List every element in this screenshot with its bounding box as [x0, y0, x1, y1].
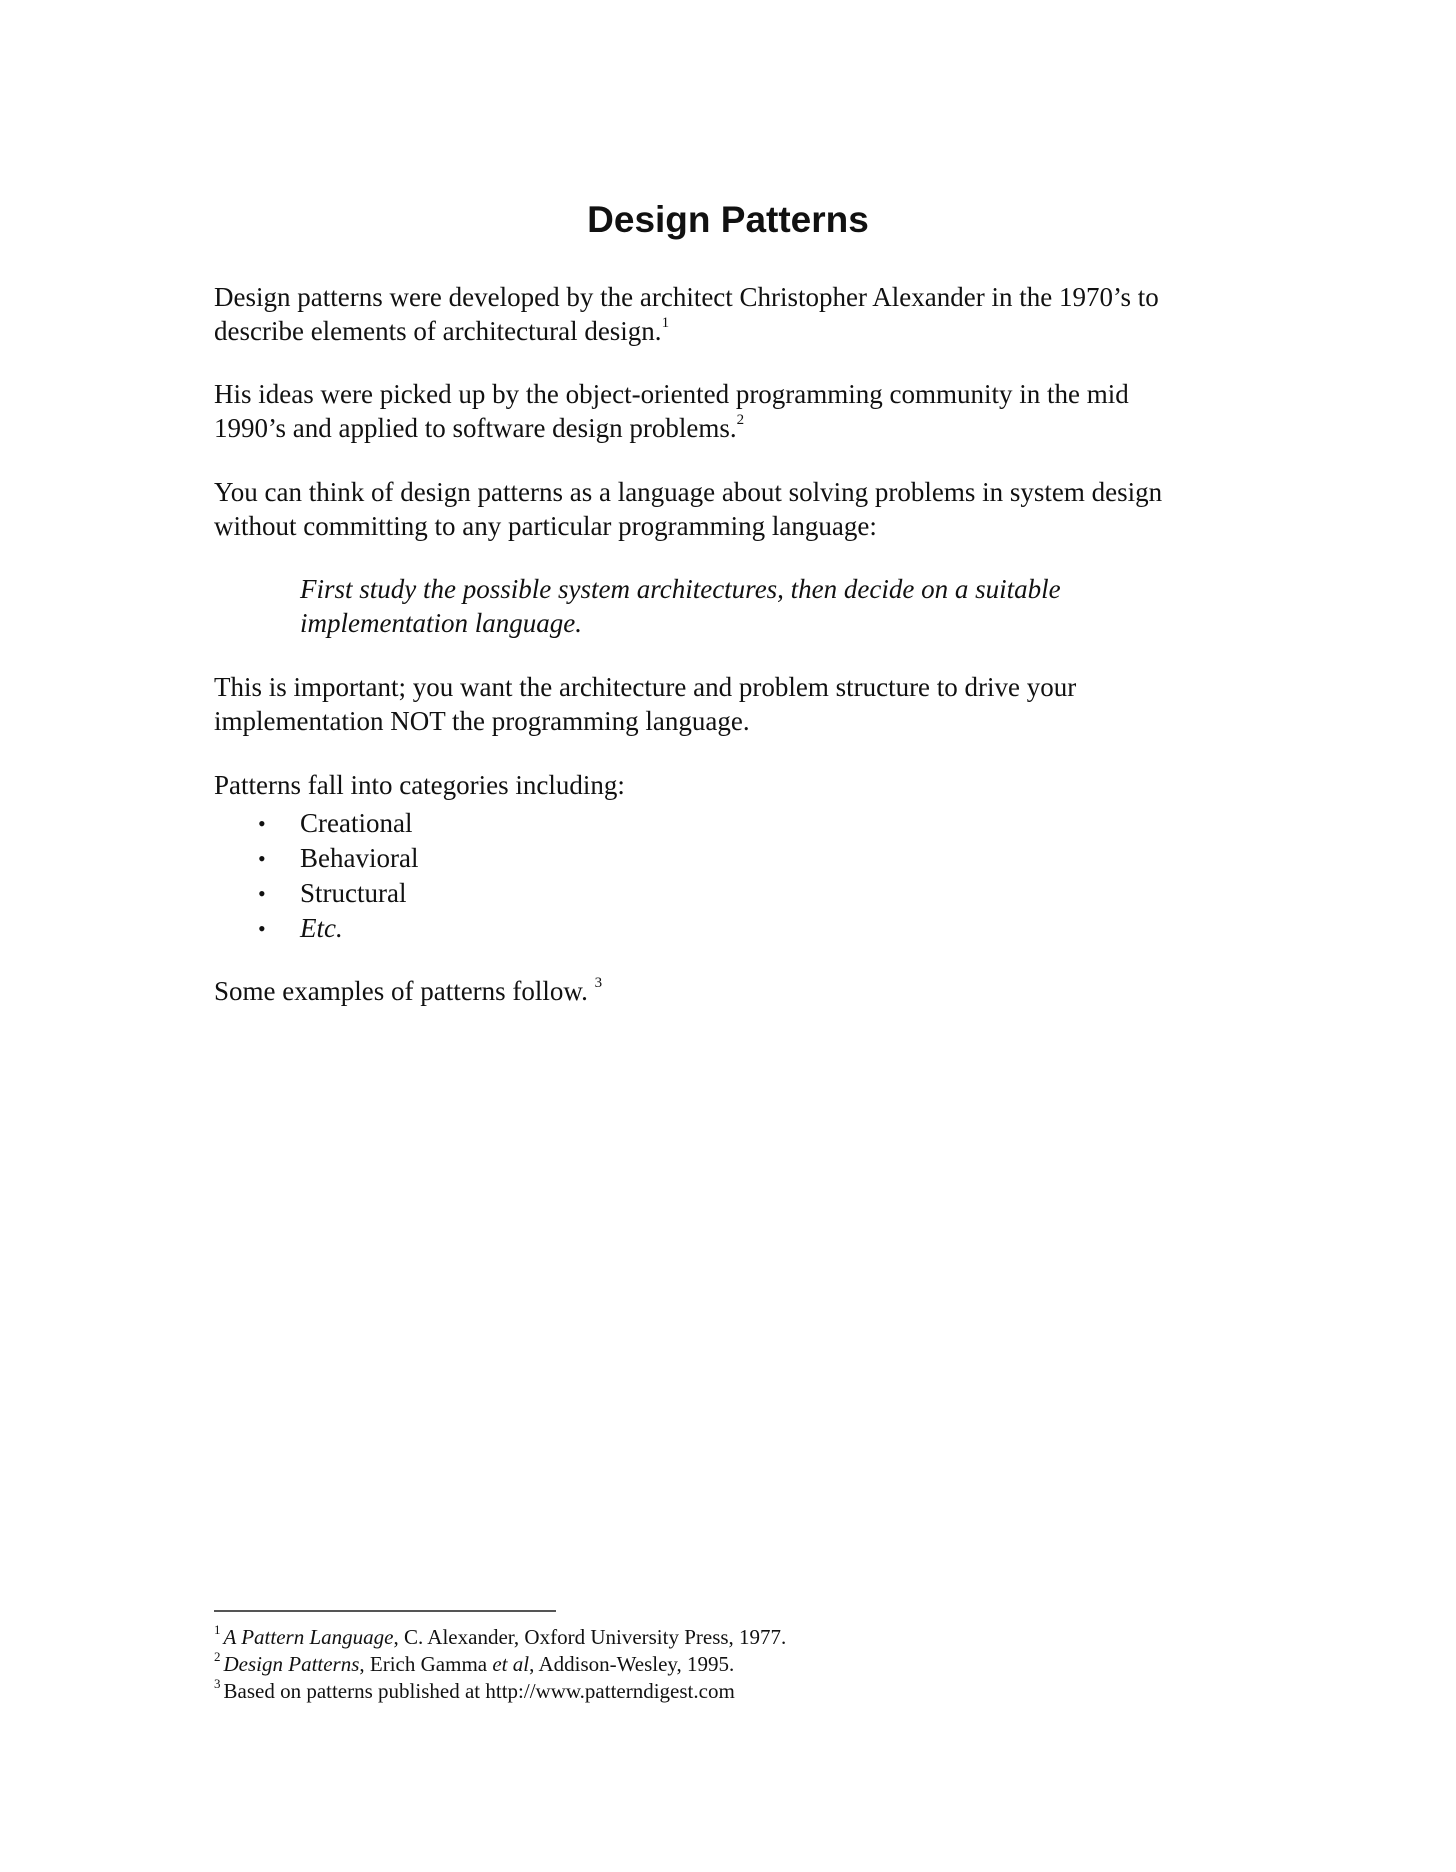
bullet-icon: • — [258, 881, 266, 906]
list-item — [254, 876, 418, 911]
footnote-et-al: et al — [492, 1652, 530, 1676]
list-intro: Patterns fall into categories including: — [214, 770, 625, 800]
page-title: Design Patterns — [587, 199, 869, 240]
list-item-label: Creational — [300, 808, 413, 838]
footnote-number: 1 — [214, 1622, 221, 1637]
footnote-ref: 2 — [736, 412, 745, 428]
footnote-text: , Erich Gamma — [359, 1652, 493, 1676]
bullet-icon: • — [258, 846, 266, 871]
footnote-text: , C. Alexander, Oxford University Press, 1977. — [393, 1625, 787, 1649]
bullet-icon: • — [258, 811, 266, 836]
paragraph-line: implementation NOT the programming language. — [214, 706, 750, 736]
footnote-number: 2 — [214, 1649, 221, 1664]
footnote-text: Based on patterns published at http://www.patterndigest.com — [223, 1679, 735, 1703]
footnote-text: , Addison-Wesley, 1995. — [529, 1652, 735, 1676]
bullet-icon: • — [258, 916, 266, 941]
paragraph-4 — [214, 670, 1244, 738]
footnote-source-title: A Pattern Language — [223, 1625, 394, 1649]
paragraph-line: This is important; you want the architecture and problem structure to drive your — [214, 672, 1077, 702]
footnote-2 — [214, 1651, 1214, 1678]
list-item-label: Structural — [300, 878, 407, 908]
closing-paragraph — [214, 974, 1244, 1008]
quote-line: First study the possible system architectures, then decide on a suitable — [300, 574, 1061, 604]
paragraph-line: Design patterns were developed by the architect Christopher Alexander in the 1970’s to — [214, 282, 1159, 312]
paragraph-line: without committing to any particular programming language: — [214, 511, 877, 541]
list-item — [254, 911, 418, 946]
paragraph-line: 1990’s and applied to software design problems. — [214, 413, 737, 443]
paragraph-3 — [214, 475, 1244, 543]
quote-line: implementation language. — [300, 608, 582, 638]
footnote-ref: 3 — [594, 975, 603, 991]
closing-text: Some examples of patterns follow. — [214, 976, 588, 1006]
paragraph-line: His ideas were picked up by the object-oriented programming community in the mid — [214, 379, 1129, 409]
paragraph-1 — [214, 280, 1244, 348]
footnote-1 — [214, 1624, 1214, 1651]
list-item-label: Behavioral — [300, 843, 419, 873]
footnote-source-title: Design Patterns — [223, 1652, 360, 1676]
footnote-3 — [214, 1678, 1214, 1705]
list-item-label: Etc. — [300, 913, 343, 943]
paragraph-line: describe elements of architectural design. — [214, 316, 662, 346]
paragraph-2 — [214, 377, 1244, 445]
category-list — [254, 806, 418, 946]
footnote-divider — [214, 1610, 556, 1612]
paragraph-line: You can think of design patterns as a language about solving problems in system design — [214, 477, 1163, 507]
footnote-ref: 1 — [661, 315, 670, 331]
list-item — [254, 841, 418, 876]
list-item — [254, 806, 418, 841]
footnote-number: 3 — [214, 1676, 221, 1691]
block-quote — [300, 572, 1200, 640]
footnotes — [214, 1624, 1214, 1705]
